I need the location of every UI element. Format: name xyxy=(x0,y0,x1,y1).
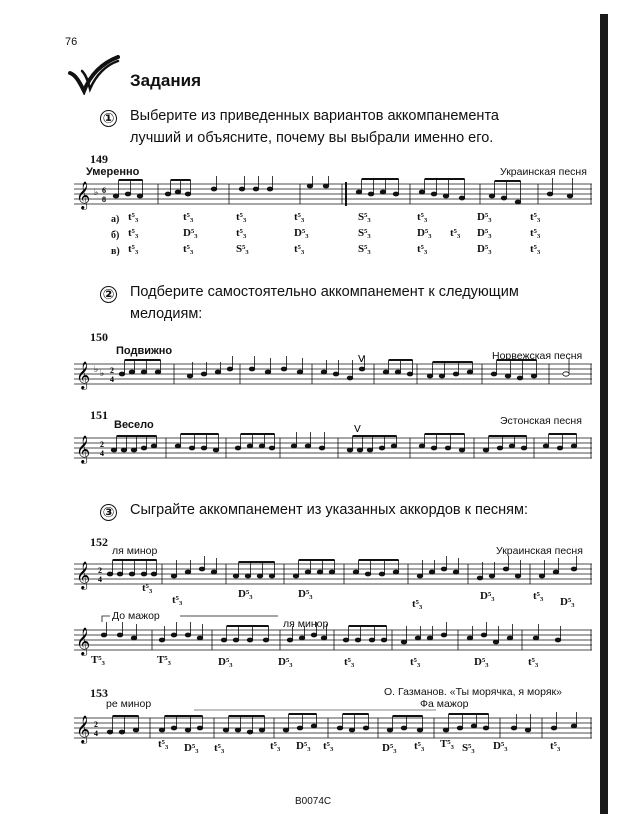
chord-a-6: t⁵₃ xyxy=(417,211,428,223)
tempo-149: Умеренно xyxy=(86,166,140,178)
chord-a-1: t⁵₃ xyxy=(128,211,139,223)
chord-b-5: S⁵₃ xyxy=(358,227,371,239)
section-heading: Задания xyxy=(130,71,201,90)
svg-text:♭: ♭ xyxy=(94,188,99,198)
key-152-c: ля минор xyxy=(283,618,329,630)
chord-b-7: t⁵₃ xyxy=(450,227,461,239)
task-number-2: ② xyxy=(100,286,117,303)
svg-text:♭: ♭ xyxy=(100,369,105,379)
chord-c-7: D⁵₃ xyxy=(477,243,492,255)
chord-152-4: D⁵₃ xyxy=(298,588,313,600)
checkmark-icon xyxy=(68,55,120,95)
chord-c-1: t⁵₃ xyxy=(128,243,139,255)
tempo-151: Весело xyxy=(114,419,154,431)
chord-152-9: T⁵₃ xyxy=(91,654,105,666)
chord-c-5: S⁵₃ xyxy=(358,243,371,255)
chord-152-13: t⁵₃ xyxy=(344,656,355,668)
svg-text:2: 2 xyxy=(94,720,98,729)
chord-152-6: D⁵₃ xyxy=(480,590,495,602)
chord-152-11: D⁵₃ xyxy=(218,656,233,668)
svg-text:𝄞: 𝄞 xyxy=(76,715,91,743)
chord-a-7: D⁵₃ xyxy=(477,211,492,223)
svg-text:𝄞: 𝄞 xyxy=(76,181,91,209)
chord-c-8: t⁵₃ xyxy=(530,243,541,255)
chord-c-4: t⁵₃ xyxy=(294,243,305,255)
source-153: О. Газманов. «Ты морячка, я моряк» xyxy=(384,686,562,698)
svg-text:4: 4 xyxy=(100,449,104,458)
key-152-a: ля минор xyxy=(112,545,158,557)
svg-text:4: 4 xyxy=(94,729,98,738)
example-number-149: 149 xyxy=(90,152,108,166)
svg-text:𝄞: 𝄞 xyxy=(76,561,91,589)
svg-text:V: V xyxy=(354,424,361,435)
chord-153-7: D⁵₃ xyxy=(382,742,397,754)
source-150: Норвежская песня xyxy=(492,350,583,362)
svg-text:𝄞: 𝄞 xyxy=(76,435,91,463)
svg-text:8: 8 xyxy=(102,195,106,204)
task-1-text-line1: Выберите из приведенных вариантов аккомпанемента xyxy=(130,108,499,124)
chord-152-7: t⁵₃ xyxy=(533,590,544,602)
chord-153-5: D⁵₃ xyxy=(296,740,311,752)
svg-text:6: 6 xyxy=(102,186,106,195)
svg-text:2: 2 xyxy=(100,440,104,449)
source-151: Эстонская песня xyxy=(500,415,582,427)
page-number: 76 xyxy=(65,36,78,48)
chord-153-8: t⁵₃ xyxy=(414,740,425,752)
chord-152-10: T⁵₃ xyxy=(157,654,171,666)
key-153-b: Фа мажор xyxy=(420,698,469,710)
tempo-150: Подвижно xyxy=(116,345,173,357)
chord-a-3: t⁵₃ xyxy=(236,211,247,223)
chord-152-14: t⁵₃ xyxy=(410,656,421,668)
chord-a-4: t⁵₃ xyxy=(294,211,305,223)
chord-153-6: t⁵₃ xyxy=(323,740,334,752)
task-2-text-line1: Подберите самостоятельно аккомпанемент к следующим xyxy=(130,284,519,300)
chord-152-8: D⁵₃ xyxy=(560,596,575,608)
svg-text:𝄞: 𝄞 xyxy=(76,627,91,655)
svg-text:2: 2 xyxy=(110,366,114,375)
chord-a-8: t⁵₃ xyxy=(530,211,541,223)
svg-text:2: 2 xyxy=(98,566,102,575)
svg-text:V: V xyxy=(358,354,365,365)
chord-152-15: D⁵₃ xyxy=(474,656,489,668)
task-2-text-line2: мелодиям: xyxy=(130,306,203,322)
staff-149 xyxy=(74,176,592,210)
chord-b-9: t⁵₃ xyxy=(530,227,541,239)
chord-152-12: D⁵₃ xyxy=(278,656,293,668)
source-149: Украинская песня xyxy=(500,166,587,178)
chord-b-8: D⁵₃ xyxy=(477,227,492,239)
source-152: Украинская песня xyxy=(496,545,583,557)
chord-153-3: t⁵₃ xyxy=(214,742,225,754)
chord-153-11: D⁵₃ xyxy=(493,740,508,752)
staff-152-line2 xyxy=(74,622,592,656)
key-153-a: ре минор xyxy=(106,698,152,710)
chord-153-4: t⁵₃ xyxy=(270,740,281,752)
key-bracket-icon xyxy=(100,614,280,622)
chord-a-5: S⁵₃ xyxy=(358,211,371,223)
chord-b-4: D⁵₃ xyxy=(294,227,309,239)
task-number-1: ① xyxy=(100,110,117,127)
svg-text:♭: ♭ xyxy=(94,365,99,375)
chord-153-12: t⁵₃ xyxy=(550,740,561,752)
chord-152-3: D⁵₃ xyxy=(238,588,253,600)
example-number-150: 150 xyxy=(90,330,108,344)
task-1-text-line2: лучший и объясните, почему вы выбрали именно его. xyxy=(130,130,494,146)
chord-153-1: t⁵₃ xyxy=(158,738,169,750)
svg-text:4: 4 xyxy=(110,375,114,384)
chord-b-6: D⁵₃ xyxy=(417,227,432,239)
chord-c-3: S⁵₃ xyxy=(236,243,249,255)
chord-152-1: t⁵₃ xyxy=(142,582,153,594)
chord-c-2: t⁵₃ xyxy=(183,243,194,255)
svg-text:𝄞: 𝄞 xyxy=(76,361,91,389)
row-label-a: а) xyxy=(111,214,120,225)
staff-150 xyxy=(74,356,592,390)
chord-152-2: t⁵₃ xyxy=(172,594,183,606)
footer-code: В0074С xyxy=(295,796,332,807)
staff-153 xyxy=(74,710,592,744)
chord-b-1: t⁵₃ xyxy=(128,227,139,239)
chord-a-2: t⁵₃ xyxy=(183,211,194,223)
task-3-text: Сыграйте аккомпанемент из указанных аккордов к песням: xyxy=(130,502,529,518)
chord-152-16: t⁵₃ xyxy=(528,656,539,668)
chord-153-2: D⁵₃ xyxy=(184,742,199,754)
example-number-153: 153 xyxy=(90,686,108,700)
row-label-c: в) xyxy=(111,246,120,257)
chord-b-3: t⁵₃ xyxy=(236,227,247,239)
example-number-152: 152 xyxy=(90,535,108,549)
svg-text:4: 4 xyxy=(98,575,102,584)
chord-152-5: t⁵₃ xyxy=(412,598,423,610)
task-number-3: ③ xyxy=(100,504,117,521)
chord-153-10: S⁵₃ xyxy=(462,742,475,754)
key-152-b: До мажор xyxy=(112,610,160,622)
page-edge xyxy=(600,14,608,814)
chord-c-6: t⁵₃ xyxy=(417,243,428,255)
chord-b-2: D⁵₃ xyxy=(183,227,198,239)
example-number-151: 151 xyxy=(90,408,108,422)
row-label-b: б) xyxy=(111,230,120,241)
chord-153-9: T⁵₃ xyxy=(440,738,454,750)
